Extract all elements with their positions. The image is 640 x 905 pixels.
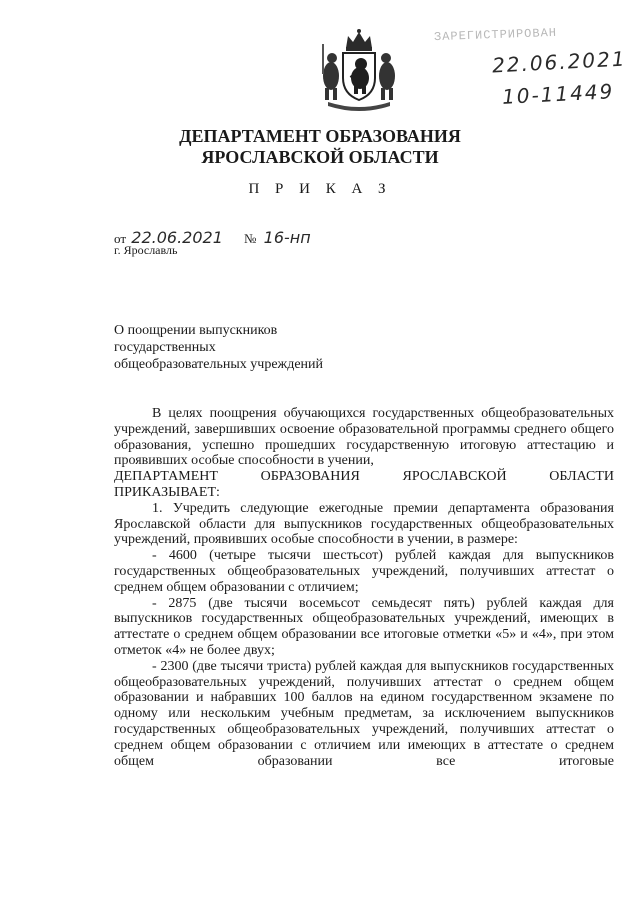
number-value: 16-нп [263,228,311,247]
order-subject [114,322,323,373]
document-type: П Р И К А З [248,181,392,197]
right-supporter-bear-icon [379,53,395,100]
date-prefix: от [114,231,127,246]
date-value: 22.06.2021 [131,228,223,247]
subject-line-3: общеобразовательных учреждений [114,357,324,372]
bullet-3-paragraph: - 2300 (две тысячи триста) рублей каждая для выпускников государственных общеобразовательных учреждений, получивших аттестат о среднем общем образовании и набравших 100 баллов на едином государственном экзамене по одному или нескольким учебным предметам, за исключением выпускников государственных общеобразовательных учреждений, получивших аттестат о среднем общем образовании с отличием или имеющих в аттестате о среднем общем образовании все итоговые [114,658,614,769]
subject-line-1: О поощрении выпускников [114,323,278,338]
department-line: ДЕПАРТАМЕНТ ОБРАЗОВАНИЯ ЯРОСЛАВСКОЙ ОБЛАСТИ [114,469,614,485]
city: г. Ярославль [114,243,178,257]
intro-paragraph: В целях поощрения обучающихся государственных общеобразовательных учреждений, завершивших освоение образовательной программы среднего общего образования, успешно прошедших государственную итоговую аттестацию и проявивших особые способности в учении, [114,406,614,469]
left-supporter-bear-icon [322,44,339,100]
coat-of-arms-emblem [316,26,402,112]
crown-icon [346,29,372,51]
stamp-number: 10-11449 [501,79,615,109]
stamp-title: ЗАРЕГИСТРИРОВАН [433,25,558,45]
bullet-2-paragraph: - 2875 (две тысячи восемьсот семьдесят пять) рублей каждая для выпускников государственных общеобразовательных учреждений, имеющих в аттестате о среднем общем образовании все итоговые отметки «5» и «4», при этом отметок «4» не более двух; [114,595,614,658]
org-line-2: ЯРОСЛАВСКОЙ ОБЛАСТИ [201,147,439,167]
order-number [244,228,311,247]
bullet-1-paragraph: - 4600 (четыре тысячи шестьсот) рублей каждая для выпускников государственных общеобразовательных учреждений, получивших аттестат о среднем общем образовании с отличием; [114,548,614,595]
number-prefix: № [244,231,257,246]
subject-line-2: государственных [114,340,216,355]
orders-line: ПРИКАЗЫВАЕТ: [114,484,220,500]
ribbon-icon [328,102,390,111]
org-line-1: ДЕПАРТАМЕНТ ОБРАЗОВАНИЯ [179,126,461,146]
organization-name [0,126,640,168]
registration-stamp [430,24,628,116]
stamp-date: 22.06.2021 [491,46,628,78]
item-1-paragraph: 1. Учредить следующие ежегодные премии департамента образования Ярославской области для выпускников государственных общеобразовательных учреждений, проявивших особые способности в учении, в размере: [114,500,614,548]
order-body [114,406,614,769]
